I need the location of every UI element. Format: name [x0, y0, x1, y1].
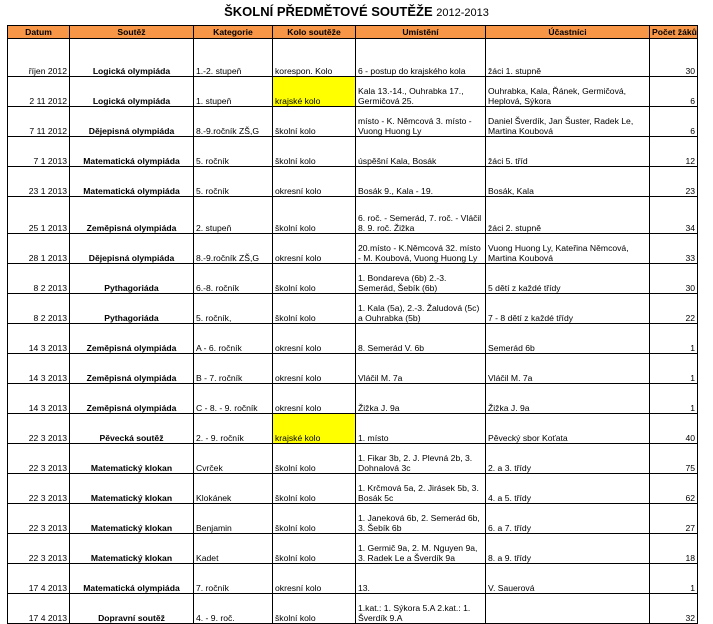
cell-umisteni: 6. roč. - Semerád, 7. roč. - Vláčil 8. 9. roč. Žižka	[356, 197, 486, 234]
header-umisteni: Umístění	[356, 26, 486, 39]
cell-kategorie: Klokánek	[194, 474, 273, 504]
cell-kolo: okresní kolo	[273, 384, 356, 414]
table-row	[8, 234, 698, 264]
cell-umisteni: 20.místo - K.Němcová 32. místo - M. Koubová, Vuong Huong Ly	[356, 234, 486, 264]
cell-soutez: Dějepisná olympiáda	[70, 107, 194, 137]
cell-datum: 22 3 2013	[8, 504, 70, 534]
cell-soutez: Matematický klokan	[70, 534, 194, 564]
cell-pocet: 1	[650, 384, 698, 414]
cell-umisteni: 13.	[356, 564, 486, 594]
cell-kolo: okresní kolo	[273, 354, 356, 384]
cell-soutez: Zeměpisná olympiáda	[70, 324, 194, 354]
cell-kolo: školní kolo	[273, 474, 356, 504]
cell-ucastnici: 5 dětí z každé třídy	[486, 264, 650, 294]
cell-kategorie: 6.-8. ročník	[194, 264, 273, 294]
cell-kategorie: 2. - 9. ročník	[194, 414, 273, 444]
cell-datum: 7 11 2012	[8, 107, 70, 137]
cell-ucastnici: Vuong Huong Ly, Kateřina Němcová, Martina Koubová	[486, 234, 650, 264]
title-year: 2012-2013	[436, 7, 489, 19]
table-row	[8, 534, 698, 564]
cell-soutez: Matematický klokan	[70, 444, 194, 474]
cell-soutez: Pythagoriáda	[70, 264, 194, 294]
cell-datum: 17 4 2013	[8, 564, 70, 594]
cell-ucastnici: žáci 2. stupně	[486, 197, 650, 234]
cell-soutez: Pythagoriáda	[70, 294, 194, 324]
header-kolo: Kolo soutěže	[273, 26, 356, 39]
cell-soutez: Zeměpisná olympiáda	[70, 197, 194, 234]
cell-kolo: školní kolo	[273, 137, 356, 167]
table-row	[8, 594, 698, 624]
cell-pocet: 22	[650, 294, 698, 324]
cell-kategorie: 8.-9.ročník ZŠ,G	[194, 107, 273, 137]
cell-ucastnici: Semerád 6b	[486, 324, 650, 354]
cell-kategorie: 1. stupeň	[194, 77, 273, 107]
cell-ucastnici: Žižka J. 9a	[486, 384, 650, 414]
cell-kolo: školní kolo	[273, 534, 356, 564]
table-row	[8, 504, 698, 534]
cell-pocet: 18	[650, 534, 698, 564]
cell-kolo: krajské kolo	[273, 414, 356, 444]
cell-datum: 25 1 2013	[8, 197, 70, 234]
cell-umisteni: 1. Germič 9a, 2. M. Nguyen 9a, 3. Radek Le a Šverdík 9a	[356, 534, 486, 564]
cell-datum: 8 2 2013	[8, 264, 70, 294]
cell-pocet: 23	[650, 167, 698, 197]
cell-kolo: okresní kolo	[273, 564, 356, 594]
cell-umisteni: 1. místo	[356, 414, 486, 444]
cell-kategorie: C - 8. - 9. ročník	[194, 384, 273, 414]
table-row	[8, 137, 698, 167]
cell-datum: 22 3 2013	[8, 474, 70, 504]
header-row	[8, 26, 698, 39]
cell-kategorie: 5. ročník	[194, 167, 273, 197]
cell-datum: 14 3 2013	[8, 384, 70, 414]
cell-kategorie: 5. ročník,	[194, 294, 273, 324]
header-datum: Datum	[8, 26, 70, 39]
cell-pocet: 1	[650, 564, 698, 594]
cell-datum: 17 4 2013	[8, 594, 70, 624]
table-row	[8, 77, 698, 107]
cell-soutez: Logická olympiáda	[70, 39, 194, 77]
cell-umisteni: 8. Semerád V. 6b	[356, 324, 486, 354]
cell-datum: 22 3 2013	[8, 444, 70, 474]
cell-ucastnici: 6. a 7. třídy	[486, 504, 650, 534]
cell-datum: 2 11 2012	[8, 77, 70, 107]
cell-datum: 22 3 2013	[8, 414, 70, 444]
cell-soutez: Pěvecká soutěž	[70, 414, 194, 444]
cell-kolo: okresní kolo	[273, 324, 356, 354]
competitions-table	[7, 25, 698, 624]
table-row	[8, 384, 698, 414]
header-soutez: Soutěž	[70, 26, 194, 39]
cell-kolo: korespon. Kolo	[273, 39, 356, 77]
cell-kolo: okresní kolo	[273, 167, 356, 197]
cell-umisteni: 1. Bondareva (6b) 2.-3. Semerád, Šebík (6b)	[356, 264, 486, 294]
cell-kolo: školní kolo	[273, 197, 356, 234]
cell-soutez: Matematický klokan	[70, 504, 194, 534]
cell-kolo: školní kolo	[273, 504, 356, 534]
cell-kategorie: 7. ročník	[194, 564, 273, 594]
cell-soutez: Zeměpisná olympiáda	[70, 384, 194, 414]
cell-ucastnici: 7 - 8 dětí z každé třídy	[486, 294, 650, 324]
table-row	[8, 354, 698, 384]
cell-soutez: Dějepisná olympiáda	[70, 234, 194, 264]
cell-datum: 8 2 2013	[8, 294, 70, 324]
table-row	[8, 324, 698, 354]
cell-ucastnici: 4. a 5. třídy	[486, 474, 650, 504]
cell-kolo: školní kolo	[273, 594, 356, 624]
page-title	[0, 4, 713, 19]
cell-ucastnici: Bosák, Kala	[486, 167, 650, 197]
cell-umisteni: Vláčil M. 7a	[356, 354, 486, 384]
cell-umisteni: 1.kat.: 1. Sýkora 5.A 2.kat.: 1. Šverdík 9.A	[356, 594, 486, 624]
cell-ucastnici: Ouhrabka, Kala, Řánek, Germičová, Heplová, Sýkora	[486, 77, 650, 107]
cell-ucastnici: Daniel Šverdík, Jan Šuster, Radek Le, Martina Koubová	[486, 107, 650, 137]
cell-soutez: Logická olympiáda	[70, 77, 194, 107]
cell-pocet: 32	[650, 594, 698, 624]
cell-kategorie: 5. ročník	[194, 137, 273, 167]
cell-kolo: školní kolo	[273, 264, 356, 294]
cell-soutez: Matematická olympiáda	[70, 137, 194, 167]
cell-soutez: Matematická olympiáda	[70, 167, 194, 197]
cell-datum: 14 3 2013	[8, 324, 70, 354]
cell-umisteni: 1. Janeková 6b, 2. Semerád 6b, 3. Šebík 6b	[356, 504, 486, 534]
cell-umisteni: 1. Fikar 3b, 2. J. Plevná 2b, 3. Dohnalová 3c	[356, 444, 486, 474]
cell-kolo: školní kolo	[273, 107, 356, 137]
cell-umisteni: Bosák 9., Kala - 19.	[356, 167, 486, 197]
cell-pocet: 1	[650, 324, 698, 354]
table-row	[8, 474, 698, 504]
table-row	[8, 197, 698, 234]
cell-pocet: 6	[650, 107, 698, 137]
table-row	[8, 444, 698, 474]
header-kategorie: Kategorie	[194, 26, 273, 39]
cell-soutez: Zeměpisná olympiáda	[70, 354, 194, 384]
cell-ucastnici: 8. a 9. třídy	[486, 534, 650, 564]
cell-ucastnici: 2. a 3. třídy	[486, 444, 650, 474]
cell-umisteni: 1. Krčmová 5a, 2. Jirásek 5b, 3. Bosák 5c	[356, 474, 486, 504]
cell-kolo: školní kolo	[273, 444, 356, 474]
cell-pocet: 27	[650, 504, 698, 534]
cell-kategorie: 1.-2. stupeň	[194, 39, 273, 77]
cell-kategorie: 8.-9.ročník ZŠ,G	[194, 234, 273, 264]
table-row	[8, 564, 698, 594]
table-row	[8, 294, 698, 324]
cell-pocet: 40	[650, 414, 698, 444]
table-row	[8, 107, 698, 137]
header-ucastnici: Účastníci	[486, 26, 650, 39]
cell-kategorie: A - 6. ročník	[194, 324, 273, 354]
cell-datum: 28 1 2013	[8, 234, 70, 264]
cell-pocet: 30	[650, 264, 698, 294]
cell-kolo: krajské kolo	[273, 77, 356, 107]
cell-soutez: Matematický klokan	[70, 474, 194, 504]
cell-datum: 23 1 2013	[8, 167, 70, 197]
cell-umisteni: 1. Kala (5a), 2.-3. Žaludová (5c) a Ouhrabka (5b)	[356, 294, 486, 324]
cell-datum: 7 1 2013	[8, 137, 70, 167]
table-row	[8, 414, 698, 444]
title-text: ŠKOLNÍ PŘEDMĚTOVÉ SOUTĚŽE	[224, 4, 433, 19]
cell-umisteni: 6 - postup do krajského kola	[356, 39, 486, 77]
cell-kategorie: Benjamin	[194, 504, 273, 534]
cell-soutez: Dopravní soutěž	[70, 594, 194, 624]
cell-kategorie: Cvrček	[194, 444, 273, 474]
table-row	[8, 264, 698, 294]
cell-pocet: 62	[650, 474, 698, 504]
header-pocet: Počet žáků	[650, 26, 698, 39]
cell-kategorie: 2. stupeň	[194, 197, 273, 234]
cell-ucastnici: Pěvecký sbor Koťata	[486, 414, 650, 444]
cell-kategorie: 4. - 9. roč.	[194, 594, 273, 624]
cell-umisteni: Kala 13.-14., Ouhrabka 17., Germičová 25.	[356, 77, 486, 107]
cell-pocet: 34	[650, 197, 698, 234]
cell-ucastnici: žáci 5. tříd	[486, 137, 650, 167]
cell-umisteni: úspěšní Kala, Bosák	[356, 137, 486, 167]
cell-soutez: Matematická olympiáda	[70, 564, 194, 594]
table-row	[8, 167, 698, 197]
cell-ucastnici	[486, 594, 650, 624]
cell-umisteni: Žižka J. 9a	[356, 384, 486, 414]
cell-kategorie: B - 7. ročník	[194, 354, 273, 384]
cell-pocet: 1	[650, 354, 698, 384]
cell-ucastnici: žáci 1. stupně	[486, 39, 650, 77]
cell-ucastnici: Vláčil M. 7a	[486, 354, 650, 384]
cell-datum: 22 3 2013	[8, 534, 70, 564]
cell-umisteni: místo - K. Němcová 3. místo - Vuong Huong Ly	[356, 107, 486, 137]
cell-pocet: 33	[650, 234, 698, 264]
cell-kolo: školní kolo	[273, 294, 356, 324]
cell-kategorie: Kadet	[194, 534, 273, 564]
cell-pocet: 75	[650, 444, 698, 474]
cell-pocet: 12	[650, 137, 698, 167]
cell-datum: 14 3 2013	[8, 354, 70, 384]
cell-pocet: 6	[650, 77, 698, 107]
table-row	[8, 39, 698, 77]
cell-ucastnici: V. Sauerová	[486, 564, 650, 594]
cell-pocet: 30	[650, 39, 698, 77]
cell-datum: říjen 2012	[8, 39, 70, 77]
cell-kolo: okresní kolo	[273, 234, 356, 264]
